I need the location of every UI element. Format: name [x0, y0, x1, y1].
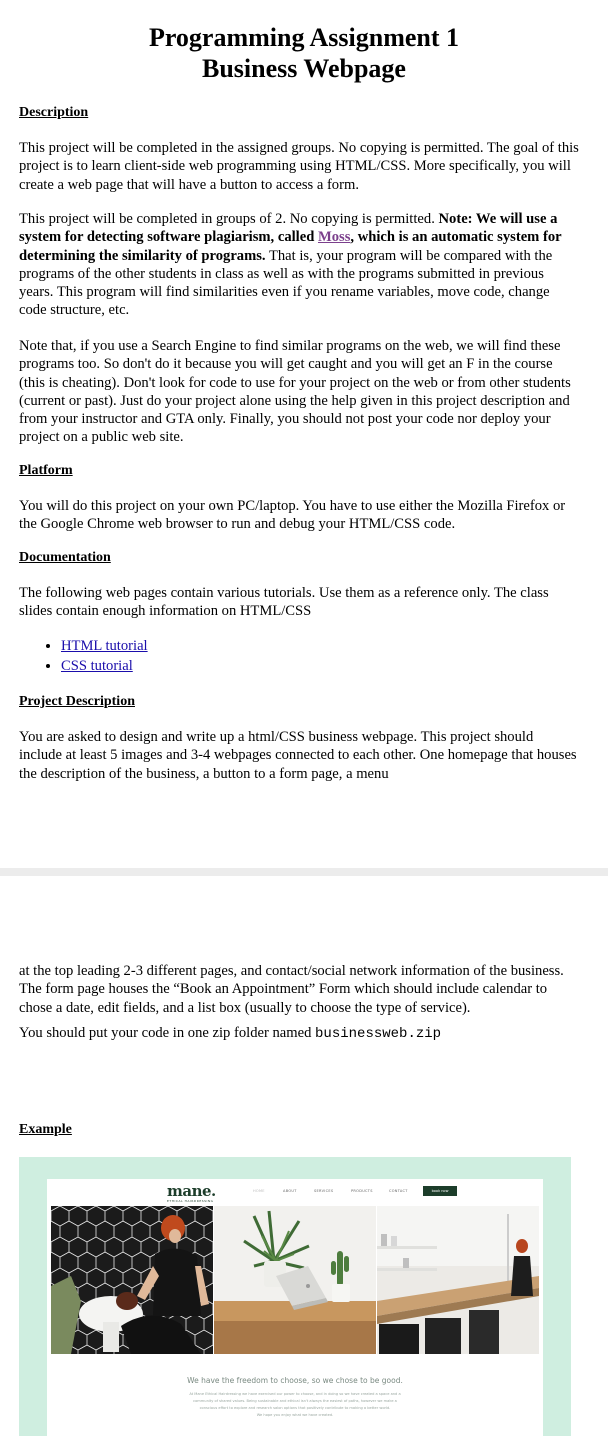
html-tutorial-link[interactable]: HTML tutorial	[61, 638, 148, 654]
page-break	[0, 868, 608, 876]
example-website-screenshot	[19, 1157, 571, 1436]
example-site-nav	[47, 1179, 543, 1205]
example-body-line-1: At Mane Ethical Hairdressing we have exercised our power to choose, and in doing so we have created a space and a	[189, 1392, 401, 1396]
nav-services: SERVICES	[314, 1189, 334, 1193]
desc-p2-bold-b: , which is an automatic system for determining the similarity of programs.	[19, 229, 562, 264]
example-tagline: We have the freedom to choose, so we chose to be good.	[187, 1376, 403, 1385]
documentation-paragraph: The following web pages contain various tutorials. Use them as a reference only. The class slides contain enough information on HTML/CSS	[19, 585, 549, 620]
nav-about: ABOUT	[283, 1189, 297, 1193]
description-paragraph-2	[19, 210, 579, 320]
zip-filename: businessweb.zip	[315, 1026, 442, 1042]
desc-p2-text-a: This project will be completed in groups of 2. No copying is permitted.	[19, 211, 439, 227]
zip-paragraph	[19, 1024, 579, 1043]
platform-heading: Platform	[19, 463, 73, 478]
desk-laptop-photo	[214, 1206, 376, 1354]
salon-wash-photo	[51, 1206, 213, 1354]
title-line-1: Programming Assignment 1	[148, 23, 460, 52]
document-title	[0, 22, 608, 84]
title-line-2: Business Webpage	[202, 54, 406, 83]
platform-paragraph: You will do this project on your own PC/laptop. You have to use either the Mozilla Firefox or the Google Chrome web browser to run and debug your HTML/CSS code.	[19, 498, 566, 533]
example-body-line-4: We hope you enjoy what we have created.	[256, 1413, 334, 1417]
example-body-line-3: conscious effort to explore and research salon options that positively contribute to making a better world.	[199, 1406, 391, 1410]
description-paragraph-3: Note that, if you use a Search Engine to find similar programs on the web, we will find these programs too. So don't do it because you will get caught and you will get an F in the course (this is cheating). Don't look for code to use for your project on the web or from other students (current or past). Just do your project alone using the help given in this project description and from your instructor and GTA only. Finally, you should not post your code nor deploy your project on a public web site.	[19, 338, 571, 446]
nav-products: PRODUCTS	[351, 1189, 373, 1193]
project-paragraph-part-2: at the top leading 2-3 different pages, and contact/social network information of the business. The form page houses the “Book an Appointment” Form which should include calendar to chose a date, edit fields, and a list box (usually to choose the type of service).	[19, 963, 564, 1016]
nav-contact: CONTACT	[389, 1189, 408, 1193]
example-site-frame	[47, 1179, 543, 1436]
nav-home: HOME	[253, 1189, 265, 1193]
site-logo: mane.	[167, 1182, 216, 1200]
tutorial-link-list	[19, 636, 148, 676]
project-paragraph-part-1: You are asked to design and write up a html/CSS business webpage. This project should include at least 5 images and 3-4 webpages connected to each other. One homepage that houses the description of the business, a button to a form page, a menu	[19, 729, 577, 782]
zip-text: You should put your code in one zip folder named	[19, 1025, 316, 1041]
documentation-heading: Documentation	[19, 550, 111, 565]
desc-p2-text-b: That is, your program will be compared with the programs of the other students in class as well as with the programs submitted in previous years. This program will find similarities even if you rename variables, move code, change code structure, etc.	[19, 247, 553, 319]
example-body-line-2: community of shared values. Being sustainable and ethical isn't always the easiest of paths, however we make a	[193, 1399, 397, 1403]
project-description-heading: Project Description	[19, 694, 135, 709]
list-item	[61, 656, 148, 676]
description-paragraph-1: This project will be completed in the assigned groups. No copying is permitted. The goal of this project is to learn client-side web programming using HTML/CSS. More specifically, you will create a web page that will have a button to access a form.	[19, 140, 579, 193]
desc-p2-bold-a: Note: We will use a system for detecting software plagiarism, called	[19, 211, 558, 246]
description-heading: Description	[19, 105, 89, 120]
css-tutorial-link[interactable]: CSS tutorial	[61, 658, 133, 674]
site-logo-subtitle: ETHICAL HAIRDRESSING	[167, 1199, 214, 1203]
list-item	[61, 636, 148, 656]
example-photo-strip	[51, 1206, 539, 1354]
moss-link[interactable]: Moss	[317, 229, 351, 246]
salon-interior-photo	[377, 1206, 539, 1354]
example-heading: Example	[19, 1122, 72, 1137]
book-now-button: book now	[423, 1186, 457, 1196]
